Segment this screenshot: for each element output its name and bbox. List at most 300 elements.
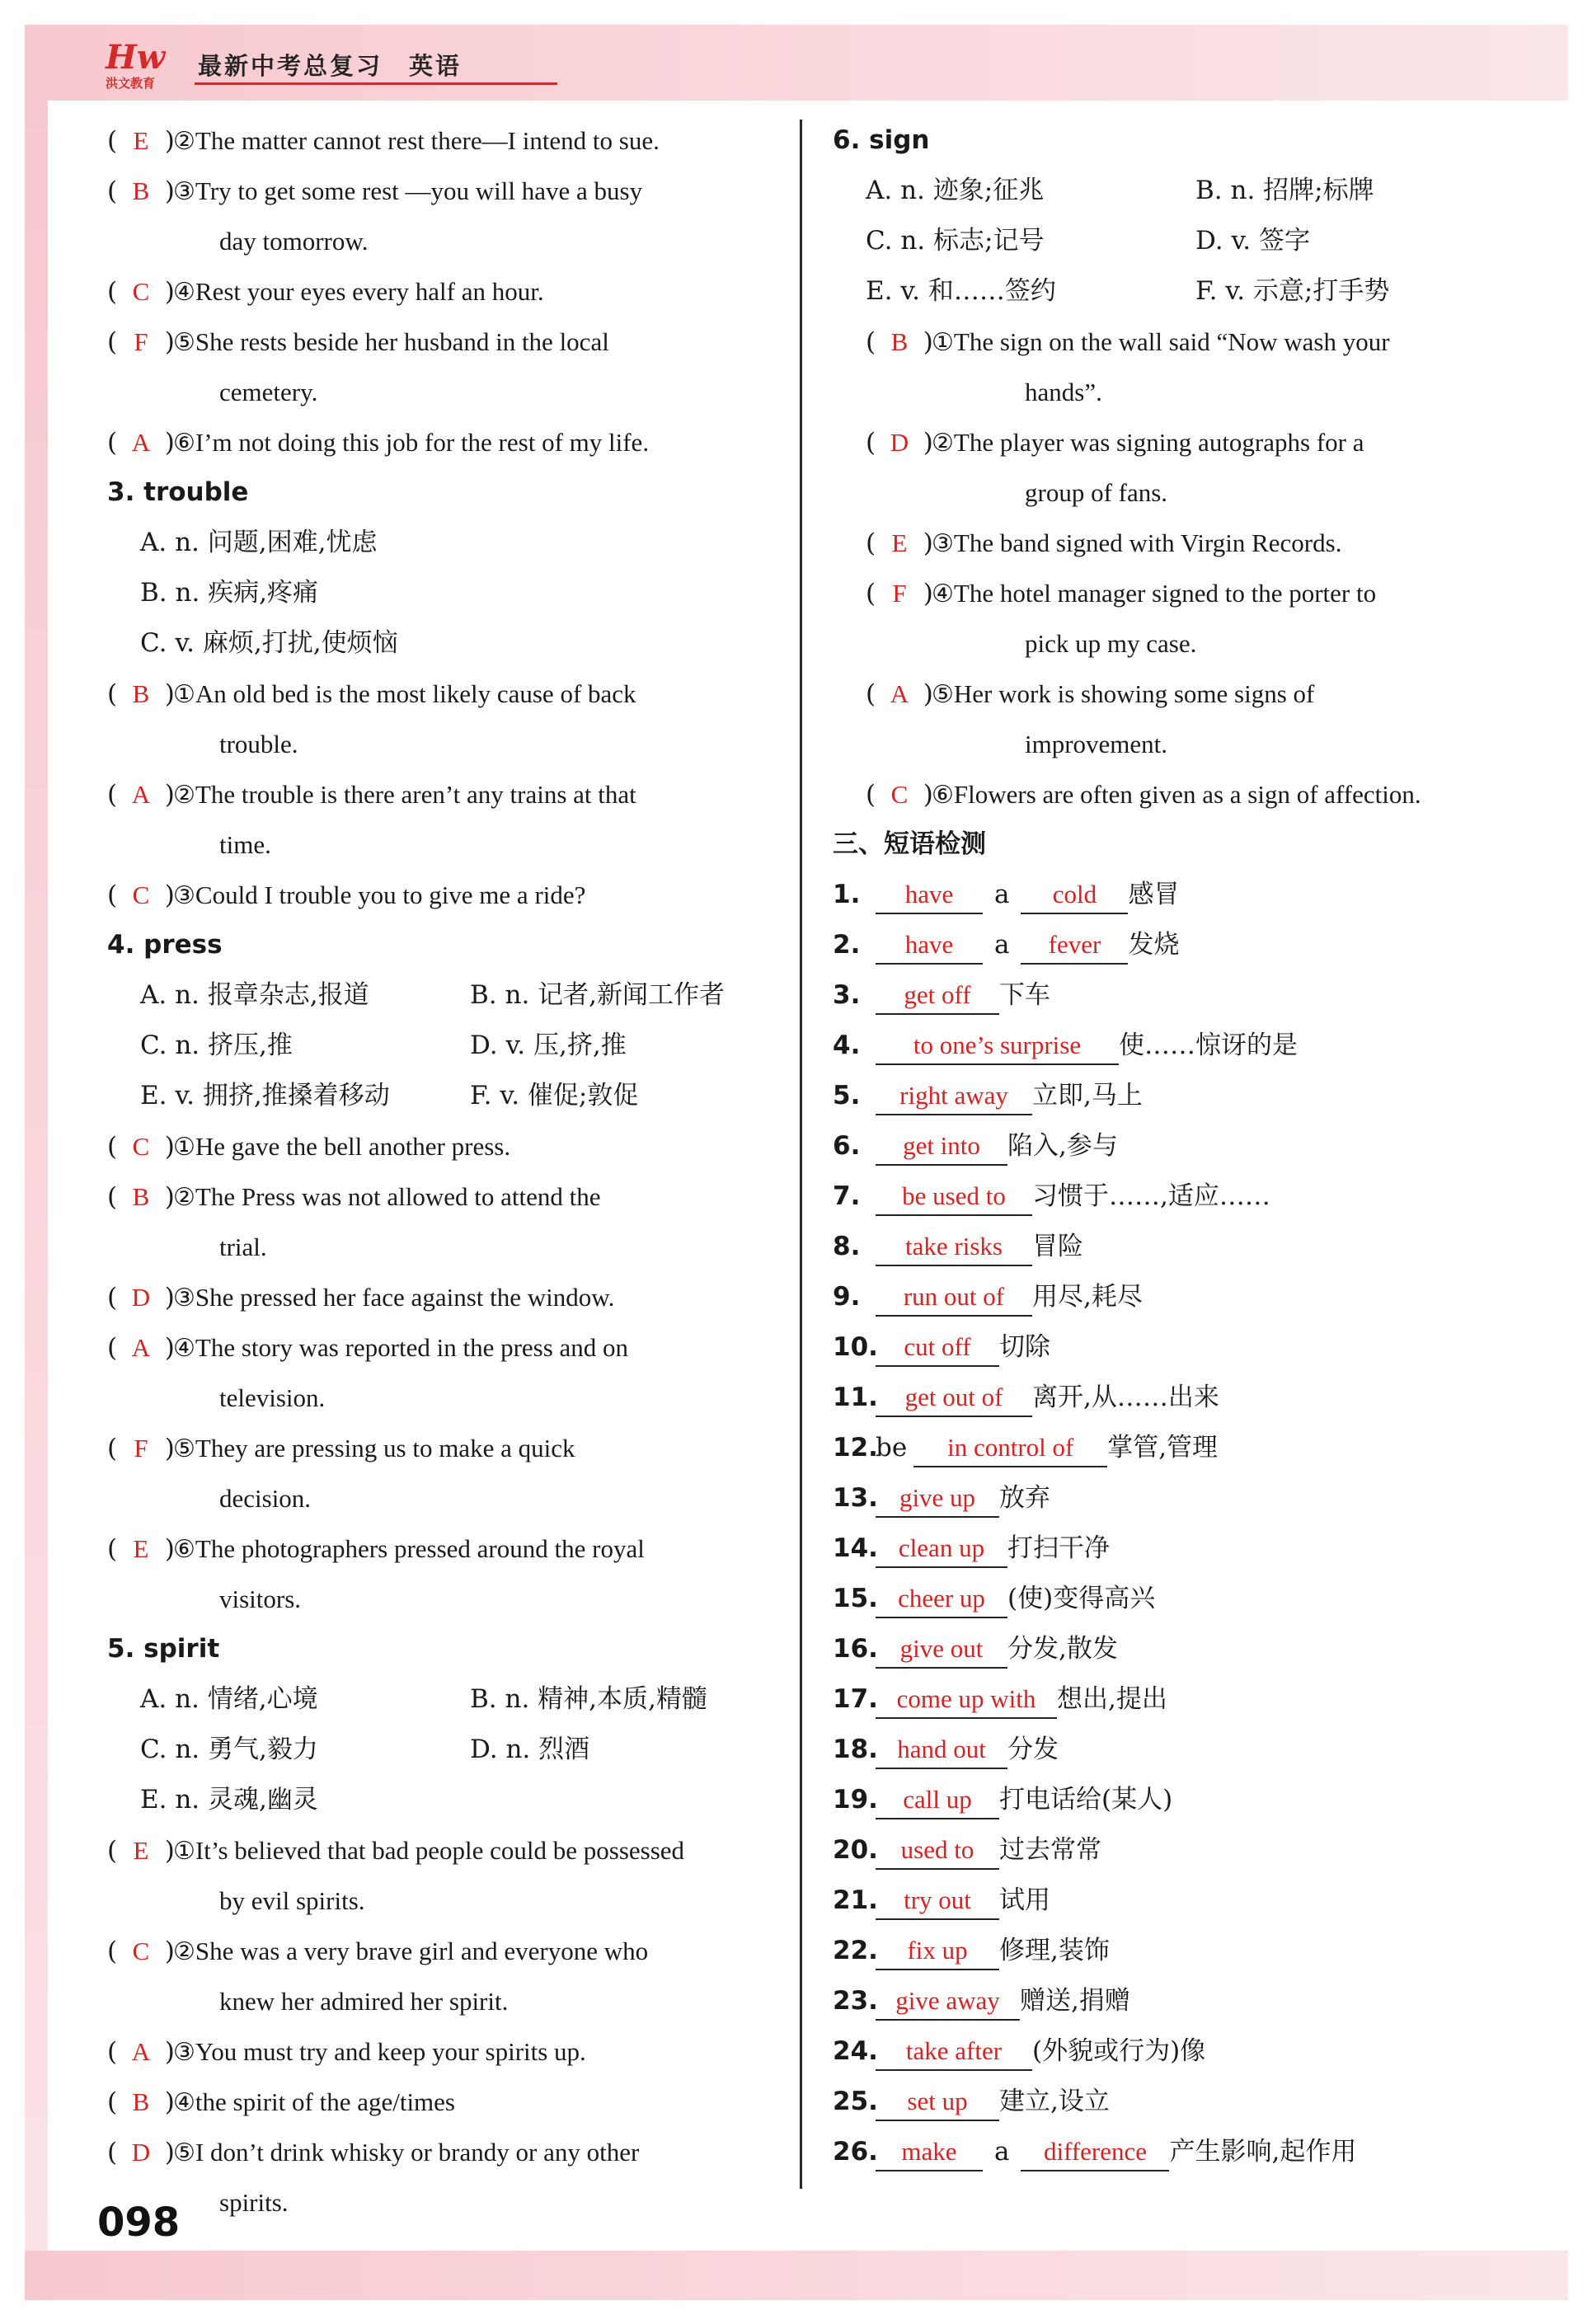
phrase-meaning: 分发,散发 (1007, 1634, 1118, 1664)
phrase-number: 8. (833, 1232, 861, 1261)
item-number: ⑤ (173, 2139, 195, 2167)
item-number: ① (173, 1134, 195, 1161)
answer-blank: ( A ) (107, 769, 173, 820)
sentence-continuation (107, 2177, 783, 2228)
phrase-number: 16. (833, 1634, 878, 1664)
left-column (107, 115, 783, 2228)
definition: D. v. 签字 (1195, 226, 1311, 256)
example-sentence: I don’t drink whisky or brandy or any other (195, 2138, 640, 2167)
item-number: ④ (173, 279, 195, 306)
sentence-continuation (107, 1976, 783, 2026)
definition-row (107, 1725, 783, 1775)
item-number: ② (932, 430, 954, 457)
item-number: ⑥ (173, 430, 195, 457)
answer-blank: give out (876, 1631, 1007, 1669)
example-sentence: She rests beside her husband in the local (195, 327, 609, 356)
answer-blank: ( F ) (107, 317, 173, 368)
phrase-meaning: (使)变得高兴 (1007, 1584, 1156, 1613)
page-number: 098 (97, 2200, 181, 2246)
phrase-meaning: 发烧 (1128, 930, 1180, 960)
exercise-item (107, 166, 783, 216)
phrase-meaning: 习惯于……,适应…… (1032, 1181, 1270, 1211)
phrase-item (833, 1976, 1517, 2026)
phrase-number: 23. (833, 1986, 878, 2016)
exercise-item (107, 1272, 783, 1322)
example-sentence: the spirit of the age/times (195, 2087, 455, 2116)
phrase-number: 4. (833, 1031, 861, 1060)
example-sentence: The photographers pressed around the royal (195, 1534, 645, 1563)
example-sentence-cont: trouble. (219, 730, 298, 758)
answer-blank: ( E ) (107, 115, 173, 167)
phrase-number: 10. (833, 1332, 878, 1362)
example-sentence-cont: group of fans. (1025, 478, 1168, 507)
answer-blank: ( B ) (107, 166, 173, 217)
answer-blank: ( C ) (107, 1121, 173, 1172)
sentence-continuation (866, 367, 1517, 417)
example-sentence-cont: visitors. (219, 1585, 302, 1613)
example-sentence: You must try and keep your spirits up. (195, 2037, 586, 2066)
example-sentence: Rest your eyes every half an hour. (195, 277, 544, 306)
answer-letter: B (890, 327, 909, 356)
answer-letter: A (131, 428, 151, 457)
word-heading: 3. trouble (107, 477, 249, 507)
phrase-meaning: 分发 (1007, 1735, 1059, 1764)
phrase-connector: a (994, 880, 1010, 909)
example-sentence: The matter cannot rest there—I intend to sue. (195, 126, 660, 155)
item-number: ② (173, 1184, 195, 1211)
example-sentence-cont: cemetery. (219, 378, 318, 406)
answer-blank: give away (876, 1983, 1020, 2021)
answer-blank: ( D ) (107, 2127, 173, 2178)
column-divider (800, 120, 802, 2189)
answer-blank: take after (876, 2033, 1032, 2071)
phrase-item (833, 2026, 1517, 2077)
answer-blank: clean up (876, 1530, 1007, 1568)
phrase-item (833, 1171, 1517, 1222)
definition: B. n. 记者,新闻工作者 (470, 980, 726, 1010)
phrase-item (833, 1021, 1517, 1071)
answer-blank: ( D ) (866, 417, 932, 468)
answer-blank: ( B ) (866, 317, 932, 368)
phrase-number: 22. (833, 1936, 878, 1965)
example-sentence: The story was reported in the press and on (195, 1333, 629, 1362)
example-sentence-cont: day tomorrow. (219, 227, 369, 256)
example-sentence: It’s believed that bad people could be possessed (195, 1836, 685, 1865)
phrase-item (833, 920, 1517, 970)
phrase-prefix: be (876, 1433, 908, 1462)
phrase-number: 11. (833, 1383, 878, 1412)
phrase-number: 1. (833, 880, 861, 909)
example-sentence-cont: by evil spirits. (219, 1886, 365, 1915)
exercise-item (107, 1926, 783, 1976)
example-sentence: The hotel manager signed to the porter to (953, 579, 1377, 608)
logo-mark: Hw (106, 38, 166, 77)
answer-letter: A (131, 1333, 151, 1362)
answer-blank: take risks (876, 1228, 1032, 1266)
example-sentence-cont: improvement. (1025, 730, 1168, 758)
phrase-item (833, 1775, 1517, 1825)
example-sentence-cont: pick up my case. (1025, 629, 1197, 658)
sentence-continuation (107, 1373, 783, 1423)
example-sentence: I’m not doing this job for the rest of my life. (195, 428, 650, 457)
item-number: ③ (173, 2039, 195, 2066)
phrase-meaning: 赠送,捐赠 (1020, 1986, 1130, 2016)
answer-blank: used to (876, 1832, 999, 1870)
answer-letter: C (132, 1132, 150, 1161)
answer-letter: C (132, 880, 150, 909)
phrase-item (833, 1825, 1517, 1876)
exercise-item (107, 1825, 783, 1876)
definition: B. n. 招牌;标牌 (1195, 176, 1374, 205)
sentence-continuation (107, 1473, 783, 1524)
item-number: ④ (932, 580, 954, 608)
phrase-connector: a (994, 930, 1010, 960)
phrase-number: 2. (833, 930, 861, 960)
answer-blank: get off (876, 977, 999, 1015)
exercise-item (107, 1322, 783, 1373)
sentence-continuation (107, 216, 783, 266)
phrase-meaning: 用尽,耗尽 (1032, 1282, 1143, 1312)
exercise-item (107, 2077, 783, 2127)
phrase-number: 19. (833, 1785, 878, 1815)
answer-blank: ( E ) (107, 1825, 173, 1876)
phrase-meaning: 过去常常 (999, 1835, 1101, 1865)
phrase-number: 6. (833, 1131, 861, 1161)
answer-blank: difference (1021, 2134, 1169, 2171)
exercise-item (107, 317, 783, 367)
exercise-item (107, 2127, 783, 2177)
phrase-meaning: 想出,提出 (1057, 1684, 1167, 1714)
item-number: ⑤ (173, 329, 195, 356)
phrase-item (833, 1624, 1517, 1674)
definition-row (833, 266, 1517, 317)
example-sentence: The sign on the wall said “Now wash your (953, 327, 1390, 356)
answer-blank: ( A ) (866, 669, 932, 720)
answer-letter: F (134, 327, 148, 356)
phrase-number: 25. (833, 2087, 878, 2116)
answer-blank: cheer up (876, 1580, 1007, 1618)
answer-blank: be used to (876, 1178, 1032, 1216)
answer-letter: D (890, 428, 909, 457)
phrase-item (833, 1373, 1517, 1423)
item-number: ⑤ (932, 681, 954, 708)
item-number: ④ (173, 2089, 195, 2116)
word-heading: 5. spirit (107, 1634, 220, 1664)
example-sentence: Flowers are often given as a sign of affection. (953, 780, 1421, 809)
definition: D. v. 压,挤,推 (470, 1031, 627, 1060)
definition: C. n. 标志;记号 (866, 226, 1045, 256)
item-number: ③ (932, 530, 954, 557)
example-sentence: Her work is showing some signs of (953, 679, 1315, 708)
phrase-item (833, 1322, 1517, 1373)
definition: A. n. 报章杂志,报道 (140, 980, 369, 1010)
phrase-item (833, 1574, 1517, 1624)
phrase-meaning: 修理,装饰 (999, 1936, 1110, 1965)
phrase-item (833, 1725, 1517, 1775)
phrase-item (833, 870, 1517, 920)
answer-letter: C (890, 780, 909, 809)
phrase-number: 26. (833, 2137, 878, 2167)
example-sentence: Could I trouble you to give me a ride? (195, 880, 586, 909)
example-sentence-cont: hands”. (1025, 378, 1102, 406)
phrase-item (833, 1926, 1517, 1976)
phrase-item (833, 1222, 1517, 1272)
answer-letter: E (133, 126, 149, 155)
section-title: 三、短语检测 (833, 829, 986, 859)
phrase-item (833, 1121, 1517, 1171)
definition-row (107, 1674, 783, 1725)
exercise-item (866, 417, 1517, 467)
example-sentence: The band signed with Virgin Records. (953, 528, 1342, 557)
definition: D. n. 烈酒 (470, 1735, 590, 1764)
phrase-meaning: (外貌或行为)像 (1032, 2036, 1206, 2066)
item-number: ② (173, 782, 195, 809)
answer-blank: have (876, 876, 983, 914)
definition-row (107, 1021, 783, 1071)
item-number: ① (173, 681, 195, 708)
answer-blank: fever (1021, 927, 1128, 965)
definition: E. n. 灵魂,幽灵 (140, 1785, 318, 1815)
example-sentence-cont: spirits. (219, 2188, 289, 2217)
answer-letter: A (131, 780, 151, 809)
answer-letter: B (132, 2087, 150, 2116)
item-number: ① (932, 329, 954, 356)
footer-band (25, 2251, 1568, 2300)
answer-blank: ( A ) (107, 417, 173, 468)
sentence-continuation (107, 1222, 783, 1272)
definition-row (107, 1775, 783, 1825)
example-sentence: They are pressing us to make a quick (195, 1434, 575, 1462)
phrase-item (833, 1423, 1517, 1473)
definition: C. v. 麻烦,打扰,使烦恼 (140, 628, 398, 658)
exercise-item (866, 568, 1517, 618)
answer-letter: E (133, 1534, 149, 1563)
phrase-number: 15. (833, 1584, 878, 1613)
exercise-item (107, 1524, 783, 1574)
answer-blank: ( C ) (866, 769, 932, 820)
sentence-continuation (107, 819, 783, 870)
sentence-continuation (866, 618, 1517, 669)
answer-blank: ( E ) (866, 518, 932, 569)
answer-blank: cut off (876, 1329, 999, 1367)
phrase-meaning: 打扫干净 (1007, 1533, 1110, 1563)
definition: A. n. 迹象;征兆 (866, 176, 1045, 205)
example-sentence: She was a very brave girl and everyone who (195, 1937, 649, 1965)
item-number: ④ (173, 1335, 195, 1362)
answer-blank: hand out (876, 1731, 1007, 1769)
example-sentence: She pressed her face against the window. (195, 1283, 615, 1312)
exercise-item (866, 518, 1517, 568)
item-number: ⑥ (173, 1536, 195, 1563)
answer-blank: try out (876, 1882, 999, 1920)
example-sentence-cont: decision. (219, 1484, 312, 1513)
item-number: ③ (173, 178, 195, 205)
example-sentence: The player was signing autographs for a (953, 428, 1364, 457)
example-sentence: An old bed is the most likely cause of back (195, 679, 636, 708)
publisher-logo (106, 40, 180, 97)
phrase-meaning: 放弃 (999, 1483, 1050, 1513)
example-sentence-cont: time. (219, 830, 271, 859)
answer-blank: ( C ) (107, 870, 173, 921)
answer-letter: C (132, 277, 150, 306)
example-sentence: He gave the bell another press. (195, 1132, 511, 1161)
definition-row (107, 1071, 783, 1121)
phrase-meaning: 试用 (999, 1885, 1050, 1915)
word-heading: 6. sign (833, 125, 930, 155)
exercise-item (107, 2026, 783, 2077)
sentence-continuation (107, 1574, 783, 1624)
answer-blank: ( A ) (107, 1322, 173, 1373)
phrase-number: 13. (833, 1483, 878, 1513)
definition: F. v. 催促;敦促 (470, 1081, 639, 1110)
answer-letter: A (131, 2037, 151, 2066)
example-sentence-cont: trial. (219, 1232, 267, 1261)
phrase-meaning: 感冒 (1128, 880, 1180, 909)
answer-letter: B (132, 1182, 150, 1211)
phrase-item (833, 1071, 1517, 1121)
exercise-item (107, 769, 783, 819)
item-number: ② (173, 1938, 195, 1965)
answer-letter: C (132, 1937, 150, 1965)
answer-letter: A (890, 679, 909, 708)
answer-blank: in control of (913, 1430, 1107, 1467)
answer-blank: ( D ) (107, 1272, 173, 1323)
book-title: 最新中考总复习 英语 (198, 52, 463, 80)
phrase-item (833, 1674, 1517, 1725)
phrase-meaning: 冒险 (1032, 1232, 1083, 1261)
example-sentence-cont: knew her admired her spirit. (219, 1987, 509, 2016)
example-sentence: Try to get some rest —you will have a busy (195, 176, 643, 205)
answer-blank: make (876, 2134, 983, 2171)
answer-letter: B (132, 176, 150, 205)
phrase-item (833, 1272, 1517, 1322)
answer-blank: ( F ) (107, 1423, 173, 1474)
answer-blank: right away (876, 1077, 1032, 1115)
answer-letter: E (133, 1836, 149, 1865)
phrase-meaning: 立即,马上 (1032, 1081, 1143, 1110)
phrase-number: 17. (833, 1684, 878, 1714)
answer-blank: fix up (876, 1932, 999, 1970)
phrase-number: 24. (833, 2036, 878, 2066)
definition-row (107, 970, 783, 1021)
exercise-item (107, 417, 783, 467)
exercise-item (107, 1121, 783, 1171)
exercise-item (107, 1423, 783, 1473)
item-number: ⑥ (932, 782, 954, 809)
exercise-item (107, 669, 783, 719)
answer-letter: E (891, 528, 908, 557)
phrase-number: 20. (833, 1835, 878, 1865)
phrase-meaning: 离开,从……出来 (1032, 1383, 1219, 1412)
exercise-item (107, 115, 783, 166)
answer-blank: ( F ) (866, 568, 932, 619)
phrase-number: 18. (833, 1735, 878, 1764)
phrase-meaning: 掌管,管理 (1107, 1433, 1219, 1462)
exercise-item (866, 669, 1517, 719)
definition: B. n. 疾病,疼痛 (140, 578, 319, 608)
phrase-number: 3. (833, 980, 861, 1010)
answer-letter: F (892, 579, 907, 608)
sentence-continuation (107, 719, 783, 769)
phrase-number: 21. (833, 1885, 878, 1915)
phrase-item (833, 2077, 1517, 2127)
phrase-number: 7. (833, 1181, 861, 1211)
phrase-connector: a (994, 2137, 1010, 2167)
phrase-item (833, 1524, 1517, 1574)
answer-letter: F (134, 1434, 148, 1462)
answer-blank: ( B ) (107, 669, 173, 720)
phrase-meaning: 下车 (999, 980, 1050, 1010)
answer-blank: cold (1021, 876, 1128, 914)
item-number: ② (173, 128, 195, 155)
answer-blank: get into (876, 1128, 1007, 1166)
sign-exercises (833, 317, 1517, 819)
definition: C. n. 挤压,推 (140, 1031, 293, 1060)
answer-blank: give up (876, 1480, 999, 1518)
answer-blank: ( C ) (107, 266, 173, 317)
answer-blank: have (876, 927, 983, 965)
phrase-number: 5. (833, 1081, 861, 1110)
right-column (833, 115, 1517, 2177)
answer-letter: D (131, 1283, 151, 1312)
item-number: ⑤ (173, 1435, 195, 1462)
answer-blank: ( A ) (107, 2026, 173, 2078)
answer-blank: ( B ) (107, 1171, 173, 1223)
phrase-meaning: 使……惊讶的是 (1119, 1031, 1298, 1060)
answer-blank: run out of (876, 1279, 1032, 1317)
phrase-item (833, 1876, 1517, 1926)
phrase-number: 14. (833, 1533, 878, 1563)
definition: F. v. 示意;打手势 (1195, 276, 1390, 306)
sentence-continuation (107, 367, 783, 417)
exercise-item (866, 317, 1517, 367)
definition-row (833, 216, 1517, 266)
answer-blank: set up (876, 2083, 999, 2121)
definition-row (833, 166, 1517, 216)
item-number: ③ (173, 882, 195, 909)
answer-blank: come up with (876, 1681, 1057, 1719)
answer-blank: ( E ) (107, 1524, 173, 1575)
exercise-item (866, 769, 1517, 819)
phrase-meaning: 切除 (999, 1332, 1050, 1362)
sentence-continuation (866, 467, 1517, 518)
answer-blank: get out of (876, 1379, 1032, 1417)
side-band (25, 101, 48, 2251)
answer-letter: B (132, 679, 150, 708)
phrase-meaning: 产生影响,起作用 (1169, 2137, 1357, 2167)
definition: E. v. 和……签约 (866, 276, 1056, 306)
phrase-item (833, 970, 1517, 1021)
answer-blank: call up (876, 1782, 999, 1819)
definition: A. n. 情绪,心境 (140, 1684, 318, 1714)
phrase-number: 9. (833, 1282, 861, 1312)
logo-subtitle: 洪文教育 (106, 76, 156, 91)
example-sentence: The trouble is there aren’t any trains at that (195, 780, 636, 809)
example-sentence-cont: television. (219, 1383, 326, 1412)
exercise-item (107, 266, 783, 317)
sentence-continuation (866, 719, 1517, 769)
exercise-item (107, 870, 783, 920)
sentence-continuation (107, 1876, 783, 1926)
title-underline (195, 82, 557, 85)
word-heading: 4. press (107, 930, 223, 960)
item-number: ① (173, 1838, 195, 1865)
item-number: ③ (173, 1284, 195, 1312)
answer-blank: ( B ) (107, 2077, 173, 2128)
answer-letter: D (131, 2138, 151, 2167)
definition: B. n. 精神,本质,精髓 (470, 1684, 707, 1714)
definition: C. n. 勇气,毅力 (140, 1735, 318, 1764)
